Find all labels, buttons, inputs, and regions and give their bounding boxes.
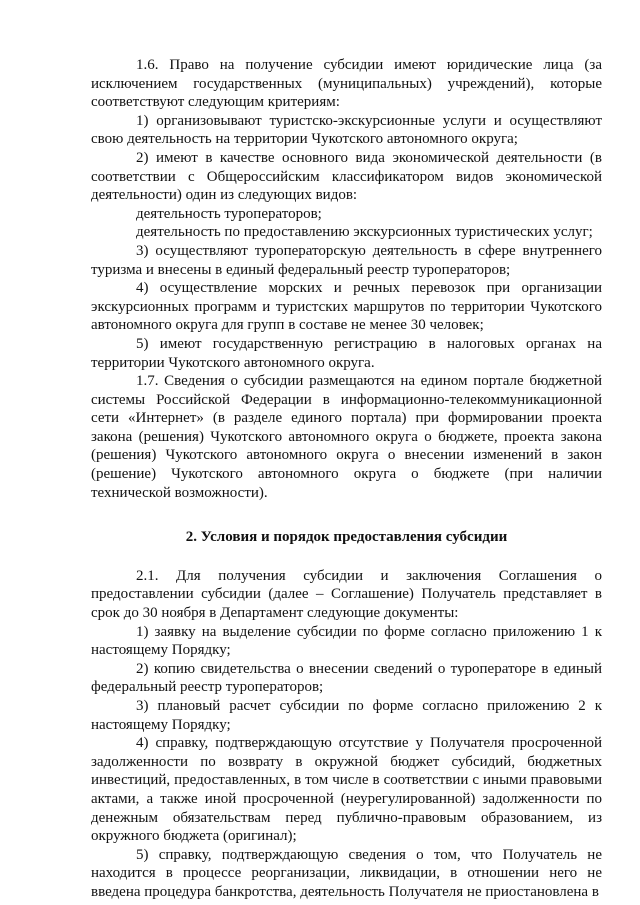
criterion-3: 3) осуществляют туроператорскую деятельность в сфере внутреннего туризма и внесены в единый федеральный реестр туроператоров; xyxy=(91,242,602,278)
section-2-heading: 2. Условия и порядок предоставления субсидии xyxy=(185,529,508,546)
document-item-5: 5) справку, подтверждающую сведения о том, что Получатель не находится в процессе реорганизации, ликвидации, в отношении него не введена процедура банкротства, деятельность Получателя не приостановлена в xyxy=(91,846,602,900)
document-item-2: 2) копию свидетельства о внесении сведений о туроператоре в единый федеральный реестр туроператоров; xyxy=(91,660,602,696)
paragraph-2-1: 2.1. Для получения субсидии и заключения Соглашения о предоставлении субсидии (далее – Соглашение) Получатель представляет в срок до 30 ноября в Департамент следующие документы: xyxy=(91,567,602,622)
document-item-3: 3) плановый расчет субсидии по форме согласно приложению 2 к настоящему Порядку; xyxy=(91,698,602,733)
criterion-1: 1) организовывают туристско-экскурсионные услуги и осуществляют свою деятельность на территории Чукотского автономного округа; xyxy=(91,112,602,148)
activity-type-2: деятельность по предоставлению экскурсионных туристических услуг; xyxy=(136,224,593,241)
criterion-2: 2) имеют в качестве основного вида экономической деятельности (в соответствии с Общероссийским классификатором видов экономической деятельности) один из следующих видов: xyxy=(91,149,602,204)
activity-type-1: деятельность туроператоров; xyxy=(136,205,322,222)
document-body xyxy=(91,56,602,902)
document-item-4: 4) справку, подтверждающую отсутствие у Получателя просроченной задолженности по возврату в окружной бюджет субсидий, бюджетных инвестиций, предоставленных, в том числе в соответствии с иными правовыми актами, а также иной просроченной (неурегулированной) задолженности по денежным обязательствам перед публично-правовым образованием, из окружного бюджета (оригинал); xyxy=(91,735,602,845)
paragraph-1-7: 1.7. Сведения о субсидии размещаются на едином портале бюджетной системы Российской Федерации в информационно-телекоммуникационной сети «Интернет» (в разделе единого портала) при формировании проекта закона (решения) Чукотского автономного округа о бюджете, проекта закона (решения) Чукотского автономного округа о внесении изменений в закон (решение) Чукотского автономного округа о бюджете (при наличии технической возможности). xyxy=(91,373,602,501)
document-item-1: 1) заявку на выделение субсидии по форме согласно приложению 1 к настоящему Порядку; xyxy=(91,623,602,659)
criterion-4: 4) осуществление морских и речных перевозок при организации экскурсионных программ и туристских маршрутов по территории Чукотского автономного округа для групп в составе не менее 30 человек; xyxy=(91,280,602,334)
criterion-5: 5) имеют государственную регистрацию в налоговых органах на территории Чукотского автономного округа. xyxy=(91,335,602,371)
paragraph-1-6: 1.6. Право на получение субсидии имеют юридические лица (за исключением государственных (муниципальных) учреждений), которые соответствуют следующим критериям: xyxy=(91,57,602,111)
